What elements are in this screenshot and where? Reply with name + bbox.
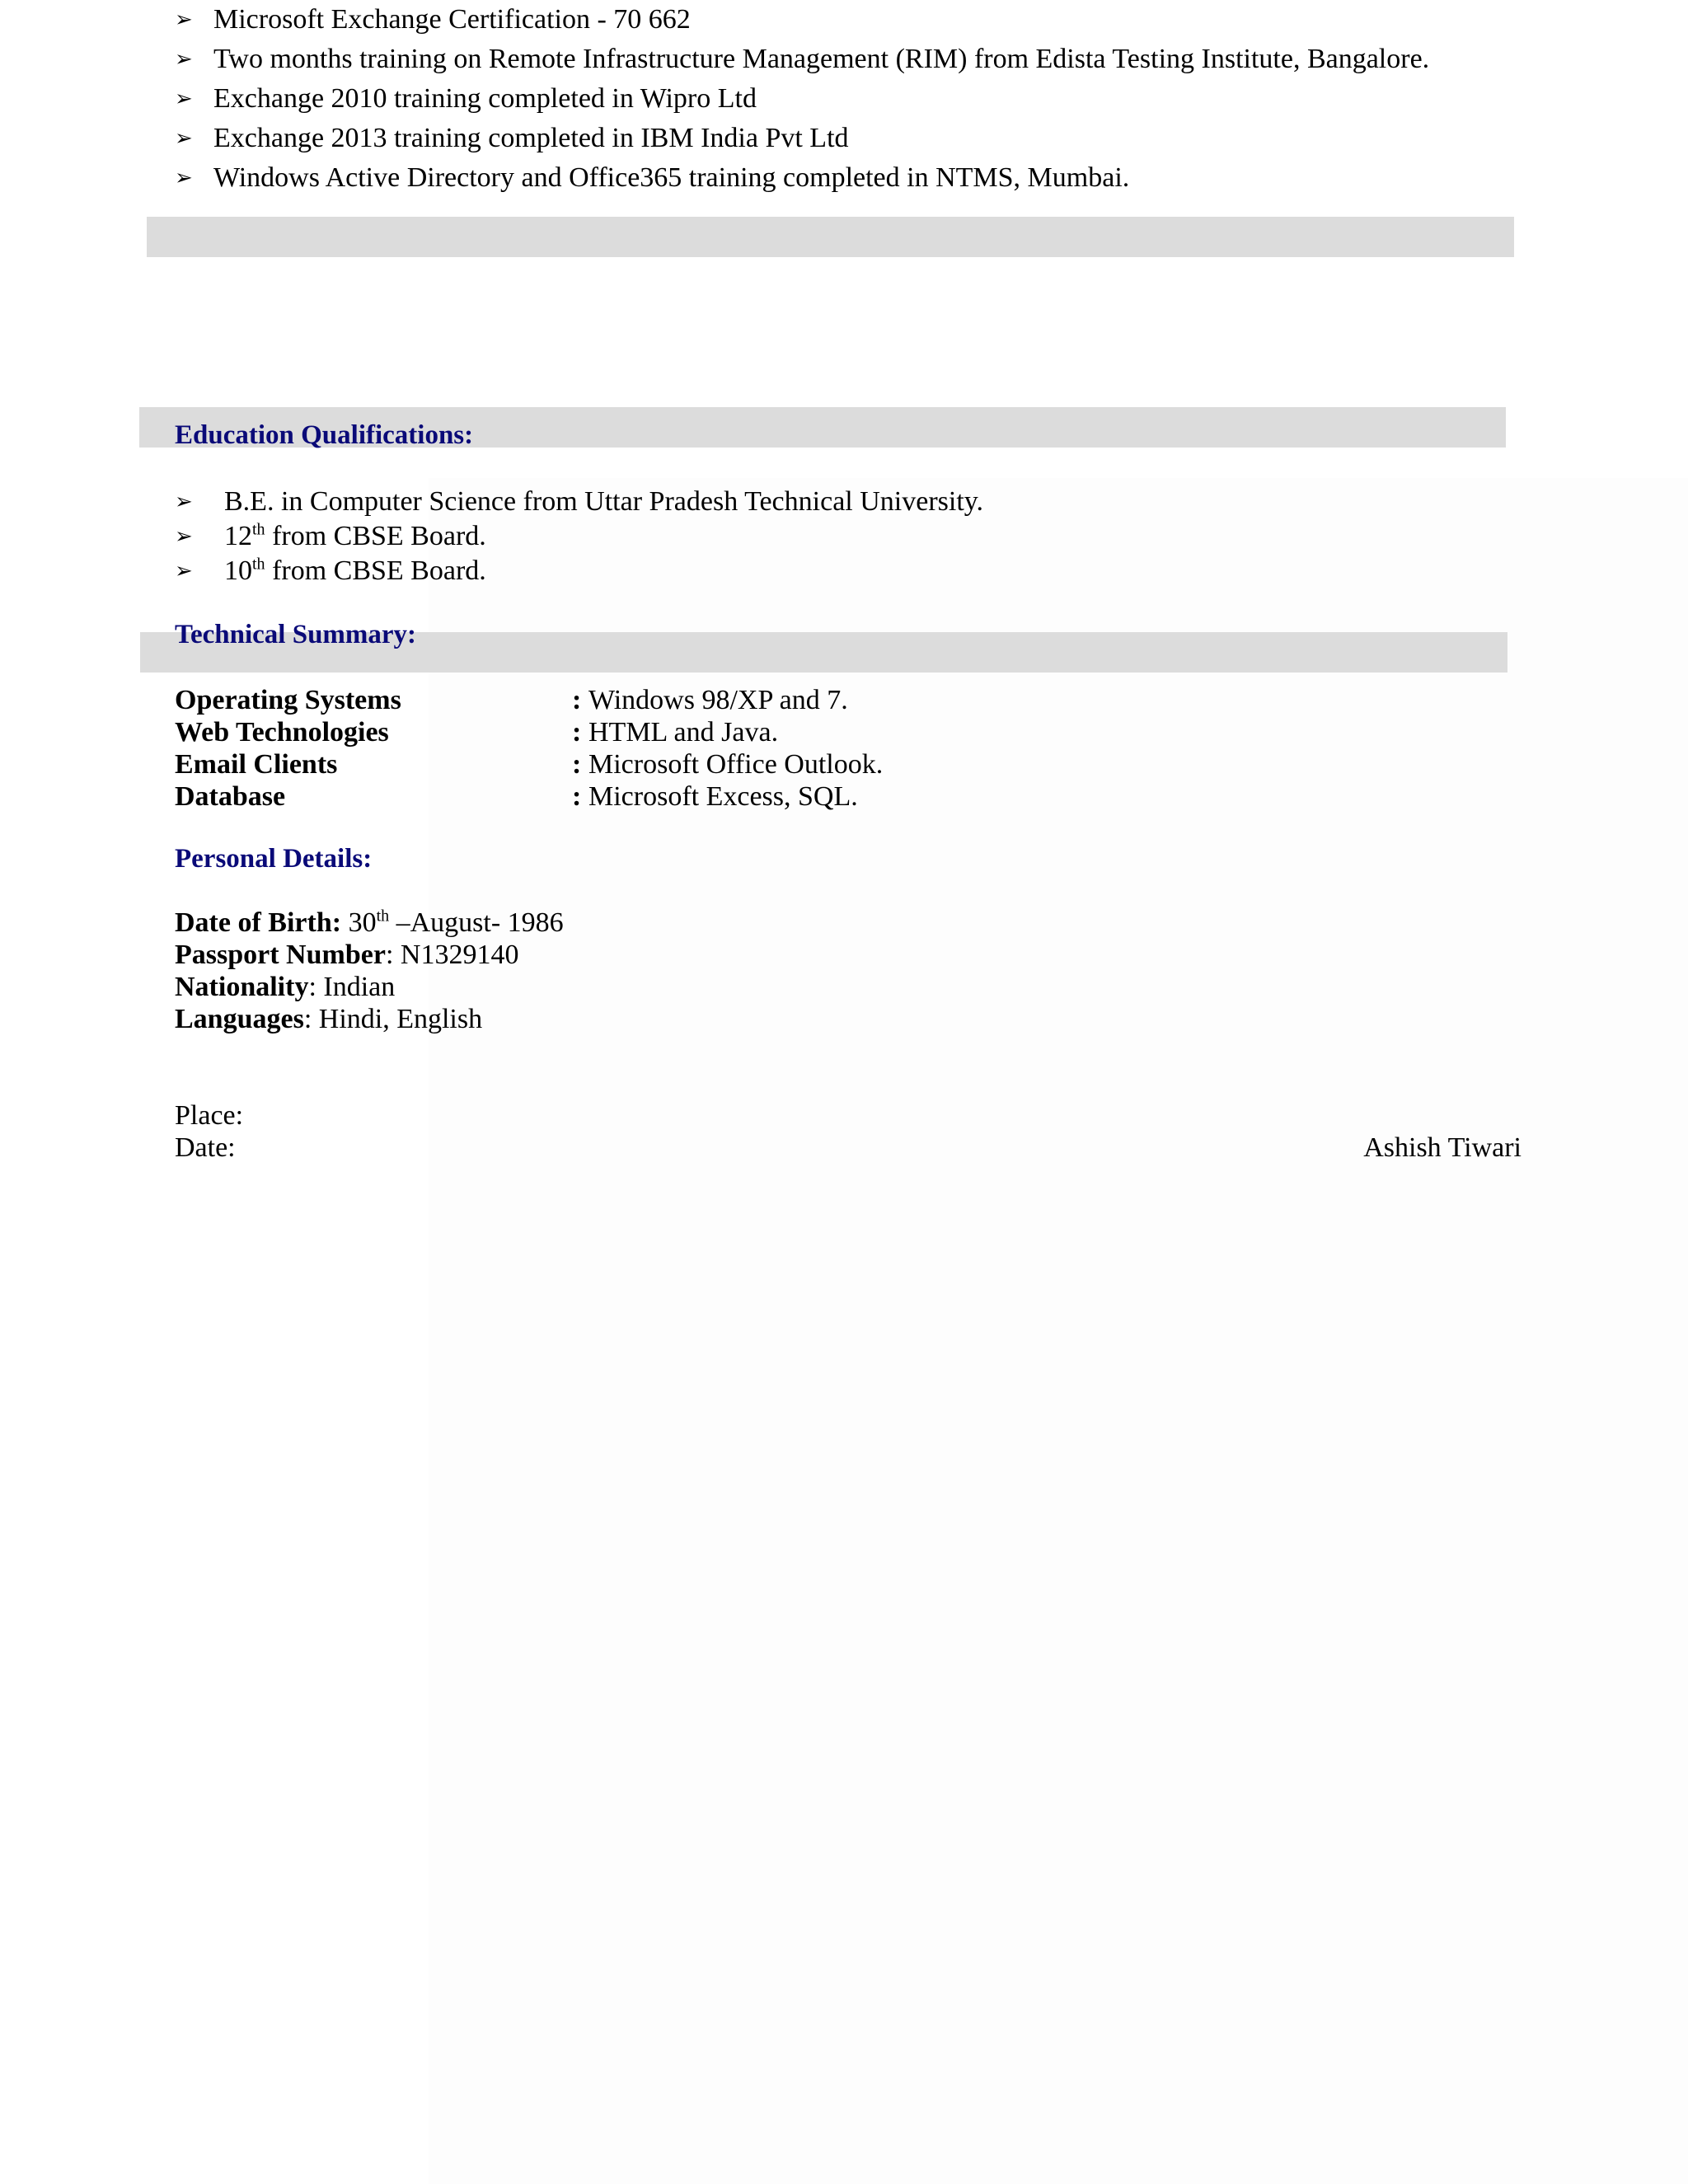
languages-row [175,1003,564,1035]
signature-name: Ashish Tiwari [1363,1132,1522,1163]
list-item: ➢ Exchange 2013 training completed in IBM India Pvt Ltd [175,119,1429,158]
personal-heading: Personal Details: [175,844,373,874]
passport-label: Passport Number [175,940,386,970]
languages-label: Languages [175,1004,304,1034]
arrow-bullet-icon: ➢ [175,87,193,111]
arrow-bullet-icon: ➢ [175,490,193,514]
list-item: ➢ Exchange 2010 training completed in Wipro Ltd [175,79,1429,119]
date-label: Date: [175,1132,236,1163]
arrow-bullet-icon: ➢ [175,166,193,190]
tech-value: Microsoft Excess, SQL. [588,781,858,812]
list-item: ➢ 12th from CBSE Board. [175,519,983,554]
languages-value: : Hindi, English [303,1004,483,1034]
arrow-bullet-icon: ➢ [175,126,193,151]
arrow-bullet-icon: ➢ [175,7,193,32]
education-heading: Education Qualifications: [175,420,474,450]
place-label: Place: [175,1100,244,1131]
dob-label: Date of Birth: [175,907,342,938]
nationality-row [175,971,564,1003]
nationality-value: : Indian [308,972,396,1002]
dob-day: 30 [348,907,377,938]
passport-value: : N1329140 [385,940,519,970]
personal-details [175,907,564,1035]
dob-rest: –August- 1986 [396,907,564,938]
tech-label: Web Technologies [175,717,389,748]
tech-value: Windows 98/XP and 7. [588,685,848,715]
list-item: ➢ Windows Active Directory and Office365 training completed in NTMS, Mumbai. [175,158,1429,198]
list-item: ➢ 10th from CBSE Board. [175,554,983,588]
tech-label: Email Clients [175,749,338,780]
arrow-bullet-icon: ➢ [175,559,193,583]
arrow-bullet-icon: ➢ [175,47,193,72]
technical-heading: Technical Summary: [175,620,417,649]
passport-row [175,939,564,971]
tech-colon: : [572,749,582,780]
section-divider-band [147,217,1514,257]
dob-row: Date of Birth: 30th –August- 1986 [175,907,564,938]
tech-value: Microsoft Office Outlook. [588,749,884,780]
list-item: ➢ Microsoft Exchange Certification - 70 662 [175,0,1429,40]
list-item: ➢ Two months training on Remote Infrastructure Management (RIM) from Edista Testing Institute, Bangalore. [175,40,1429,79]
tech-label: Operating Systems [175,685,401,715]
tech-value: HTML and Java. [588,717,779,748]
arrow-bullet-icon: ➢ [175,524,193,549]
education-list [175,485,983,588]
nationality-label: Nationality [175,972,309,1002]
list-item: ➢ B.E. in Computer Science from Uttar Pradesh Technical University. [175,485,983,519]
tech-label: Database [175,781,286,812]
tech-colon: : [572,717,582,748]
training-list [175,0,1429,198]
tech-colon: : [572,781,582,812]
tech-colon: : [572,685,582,715]
place-date-block [175,1099,243,1164]
